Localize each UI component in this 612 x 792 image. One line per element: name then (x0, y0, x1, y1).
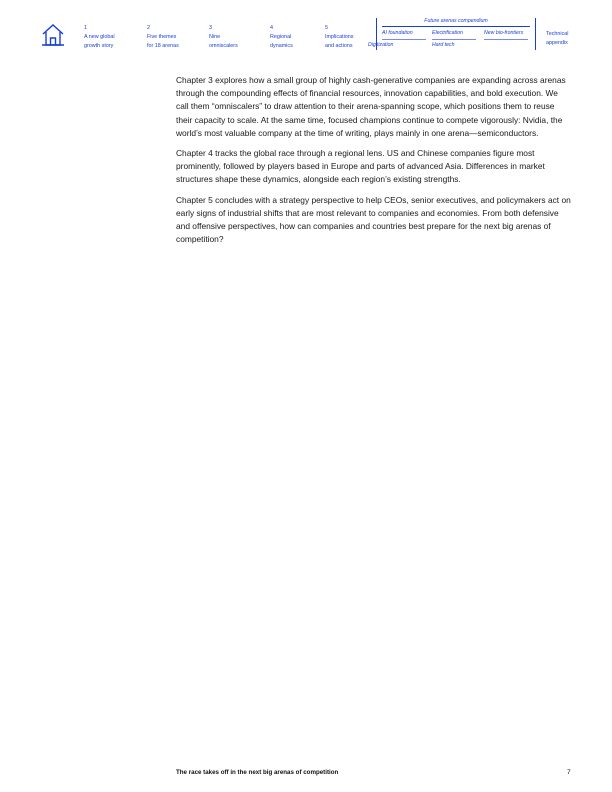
nav-technical-appendix[interactable] (546, 30, 568, 48)
nav-chapter-number: 3 (209, 25, 212, 31)
paragraph-chapter-3: Chapter 3 explores how a small group of highly cash-generative companies are expanding across arenas through the compounding effects of financial resources, innovation capabilities, and bold execution. We call them “omniscalers” to draw attention to their arena-spanning scope, which positions them to reuse their capacity to scale. At the same time, focused champions continue to compete vigorously: Nvidia, the world’s most valuable company at the time of writing, plays mainly in one arena—semiconductors. (176, 75, 566, 138)
compendium-title: Future arenas compendium (424, 18, 488, 24)
nav-chapter-1[interactable] (84, 24, 115, 51)
compendium-divider-line (382, 26, 530, 27)
nav-chapter-label: A new global growth story (84, 34, 115, 49)
body-text (176, 74, 572, 253)
compendium-link-ai-foundation[interactable]: AI foundation (382, 30, 413, 36)
compendium-divider-right (535, 18, 536, 50)
compendium-link-new-bio-frontiers[interactable]: New bio-frontiers (484, 30, 524, 36)
top-navigation (0, 0, 612, 60)
nav-chapter-label: Implications and actions (325, 34, 354, 49)
nav-chapter-5[interactable] (325, 24, 353, 51)
nav-chapter-number: 1 (84, 25, 87, 31)
nav-appendix-label: Technical appendix (546, 31, 569, 46)
compendium-link-digitization[interactable]: Digitization (368, 42, 394, 48)
nav-chapter-number: 5 (325, 25, 328, 31)
page-number: 7 (567, 769, 571, 776)
nav-chapter-number: 4 (270, 25, 273, 31)
compendium-menu (368, 18, 532, 50)
home-icon (40, 22, 66, 48)
compendium-link-hard-tech[interactable]: Hard tech (432, 42, 455, 48)
nav-chapter-label: Nine omniscalers (209, 34, 238, 49)
footer-report-title: The race takes off in the next big arenas of competition (176, 769, 339, 776)
paragraph-chapter-4: Chapter 4 tracks the global race through a regional lens. US and Chinese companies figure most prominently, followed by players based in Europe and parts of advanced Asia. Differences in market structures shape these dynamics, alongside each region’s existing strengths. (176, 148, 545, 185)
nav-chapter-4[interactable] (270, 24, 293, 51)
nav-chapter-2[interactable] (147, 24, 179, 51)
home-button[interactable] (40, 22, 66, 48)
compendium-rule (484, 39, 528, 40)
compendium-link-electrification[interactable]: Electrification (432, 30, 463, 36)
nav-chapter-label: Regional dynamics (270, 34, 293, 49)
paragraph-chapter-5: Chapter 5 concludes with a strategy perspective to help CEOs, senior executives, and policymakers act on early signs of industrial shifts that are most relevant to companies and economies. From both defensive and offensive perspectives, how can companies and countries best prepare for the next big arenas of competition? (176, 194, 571, 245)
nav-chapter-number: 2 (147, 25, 150, 31)
compendium-rule (432, 39, 476, 40)
nav-chapter-3[interactable] (209, 24, 238, 51)
nav-chapter-label: Five themes for 18 arenas (147, 34, 179, 49)
compendium-rule (382, 39, 426, 40)
